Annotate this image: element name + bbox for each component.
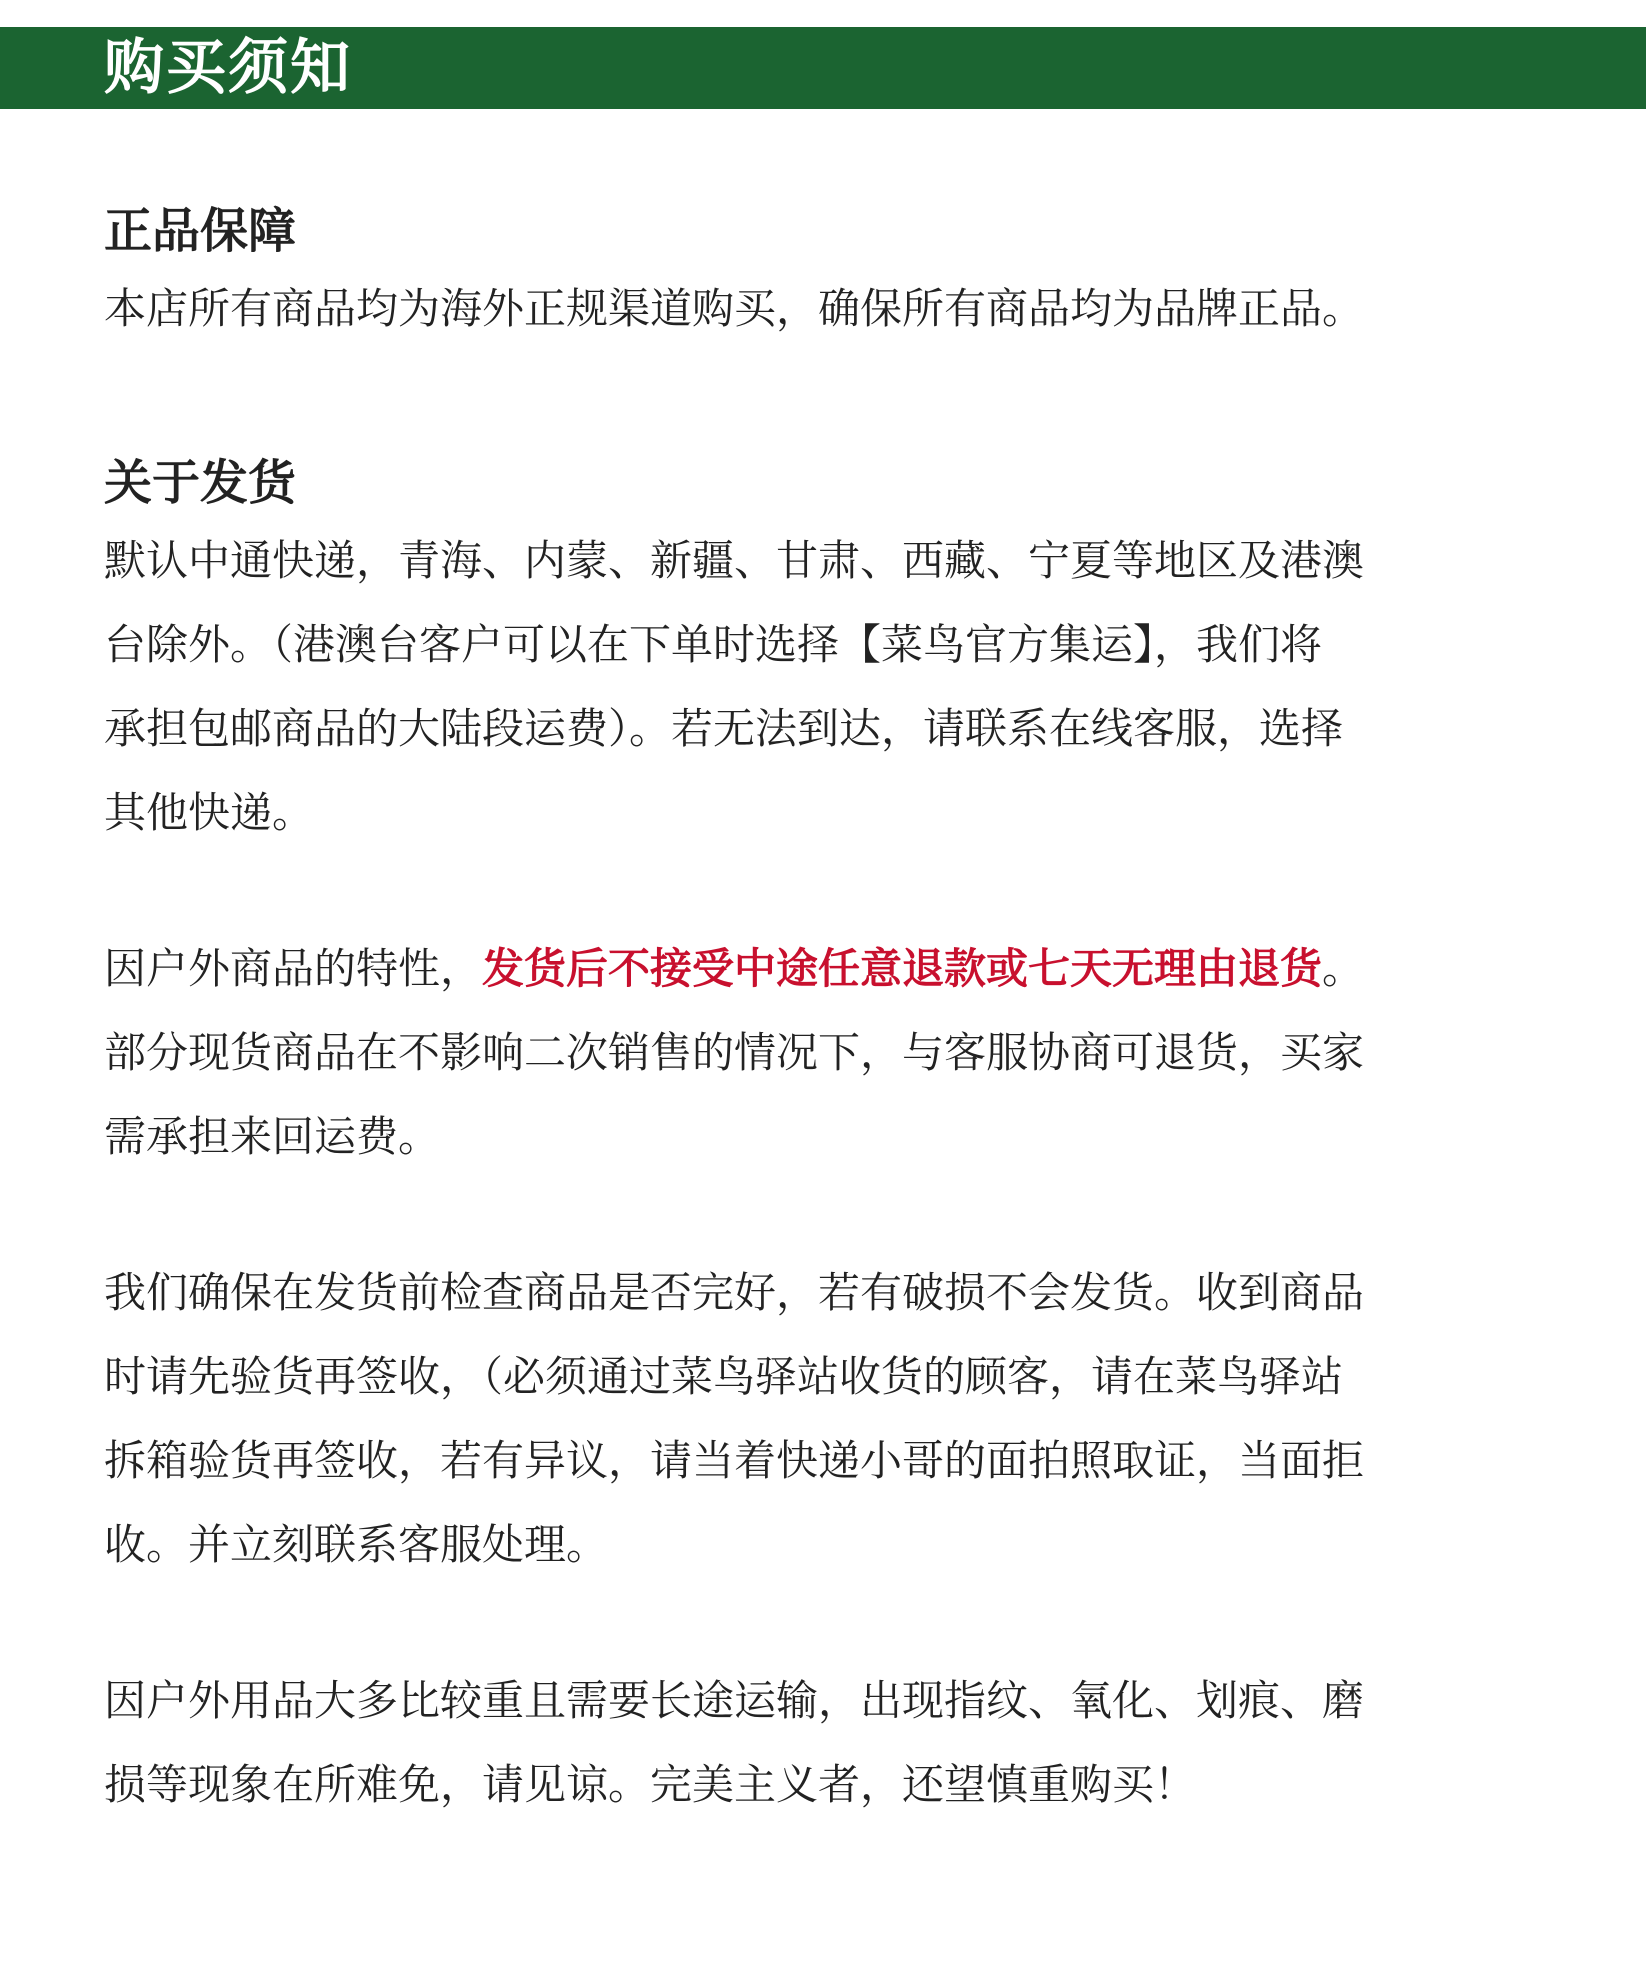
text-line: 承担包邮商品的大陆段运费）。若无法到达，请联系在线客服，选择	[104, 704, 1344, 753]
paragraph-returns	[104, 927, 1554, 1179]
paragraph-inspection	[104, 1251, 1554, 1587]
paragraph-shipping	[104, 519, 1554, 855]
text-line: 损等现象在所难免，请见谅。完美主义者，还望慎重购买！	[104, 1760, 1197, 1809]
returns-suffix: 。	[1322, 944, 1365, 993]
section-heading-authentic: 正品保障	[104, 203, 297, 259]
text-line: 我们确保在发货前检查商品是否完好，若有破损不会发货。收到商品	[104, 1268, 1365, 1317]
header-banner	[0, 27, 1646, 109]
text-line: 默认中通快递，青海、内蒙、新疆、甘肃、西藏、宁夏等地区及港澳	[104, 536, 1365, 585]
text-line: 其他快递。	[104, 788, 315, 837]
text-line: 本店所有商品均为海外正规渠道购买，确保所有商品均为品牌正品。	[104, 284, 1365, 333]
text-line-returns-1	[104, 927, 1554, 1011]
text-line: 台除外。（港澳台客户可以在下单时选择【菜鸟官方集运】，我们将	[104, 620, 1323, 669]
banner-title: 购买须知	[104, 33, 352, 103]
text-line: 收。并立刻联系客服处理。	[104, 1520, 609, 1569]
paragraph-wear	[104, 1659, 1554, 1827]
text-line: 因户外用品大多比较重且需要长途运输，出现指纹、氧化、划痕、磨	[104, 1676, 1365, 1725]
paragraph-authentic	[104, 267, 1554, 351]
text-line: 需承担来回运费。	[104, 1112, 441, 1161]
text-line: 时请先验货再签收，（必须通过菜鸟驿站收货的顾客，请在菜鸟驿站	[104, 1352, 1344, 1401]
section-heading-shipping: 关于发货	[104, 455, 297, 511]
text-line: 拆箱验货再签收，若有异议，请当着快递小哥的面拍照取证，当面拒	[104, 1436, 1365, 1485]
text-line: 部分现货商品在不影响二次销售的情况下，与客服协商可退货，买家	[104, 1028, 1365, 1077]
returns-warning-highlight: 发货后不接受中途任意退款或七天无理由退货	[482, 944, 1323, 993]
returns-prefix: 因户外商品的特性，	[104, 944, 483, 993]
notice-content	[104, 195, 1554, 1827]
